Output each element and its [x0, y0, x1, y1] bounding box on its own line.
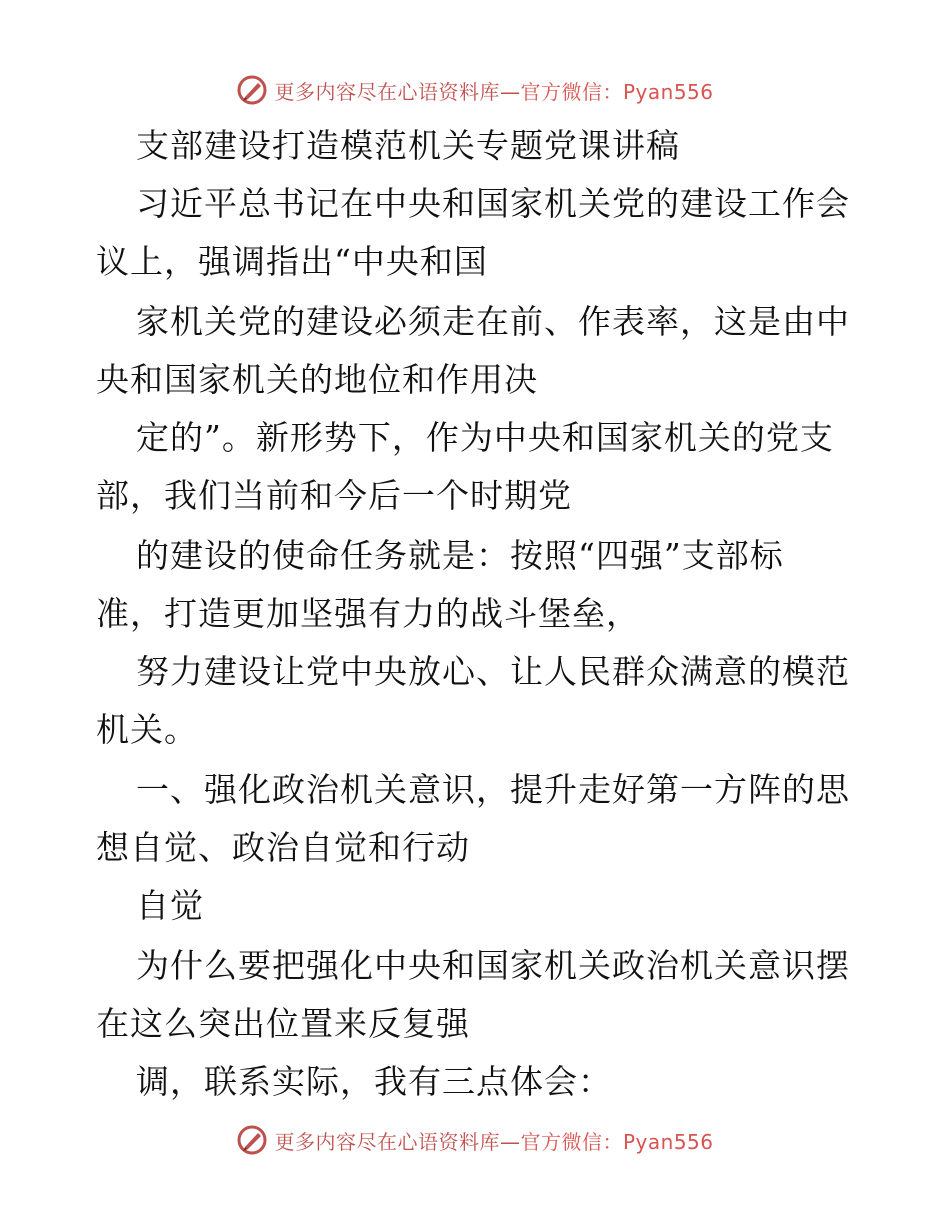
doc-line: 习近平总书记在中央和国家机关党的建设工作会	[136, 184, 850, 223]
doc-line: 自觉	[136, 886, 204, 925]
pen-logo-icon	[236, 74, 268, 106]
watermark-official: 官方微信：	[520, 1129, 623, 1154]
doc-line: 努力建设让党中央放心、让人民群众满意的模范	[136, 652, 850, 691]
watermark-id: Pyan556	[622, 79, 714, 104]
doc-line: 机关。	[96, 710, 198, 749]
doc-line: 准，打造更加坚强有力的战斗堡垒，	[96, 594, 640, 633]
doc-line: 的建设的使命任务就是：按照“四强”支部标	[136, 536, 784, 575]
pen-logo-icon	[236, 1124, 268, 1156]
watermark-banner-top	[0, 70, 950, 110]
watermark-text	[274, 76, 713, 105]
doc-line: 部，我们当前和今后一个时期党	[96, 476, 572, 515]
doc-line: 在这么突出位置来反复强	[96, 1004, 470, 1043]
doc-line: 家机关党的建设必须走在前、作表率，这是由中	[136, 302, 850, 341]
watermark-dash: —	[499, 79, 521, 104]
watermark-banner-bottom	[0, 1120, 950, 1160]
doc-line: 央和国家机关的地位和作用决	[96, 360, 538, 399]
watermark-dash: —	[499, 1129, 521, 1154]
watermark-id: Pyan556	[622, 1129, 714, 1154]
doc-line: 定的”。新形势下，作为中央和国家机关的党支	[136, 418, 834, 457]
watermark-official: 官方微信：	[520, 79, 623, 104]
watermark-main: 更多内容尽在心语资料库	[274, 79, 500, 104]
doc-line: 想自觉、政治自觉和行动	[96, 828, 470, 867]
doc-line: 调，联系实际，我有三点体会：	[136, 1062, 612, 1101]
doc-line: 议上，强调指出“中央和国	[96, 242, 488, 281]
watermark-main: 更多内容尽在心语资料库	[274, 1129, 500, 1154]
watermark-text	[274, 1126, 713, 1155]
doc-line: 为什么要把强化中央和国家机关政治机关意识摆	[136, 946, 850, 985]
doc-section-heading: 一、强化政治机关意识，提升走好第一方阵的思	[136, 770, 850, 809]
doc-title: 支部建设打造模范机关专题党课讲稿	[136, 126, 680, 165]
